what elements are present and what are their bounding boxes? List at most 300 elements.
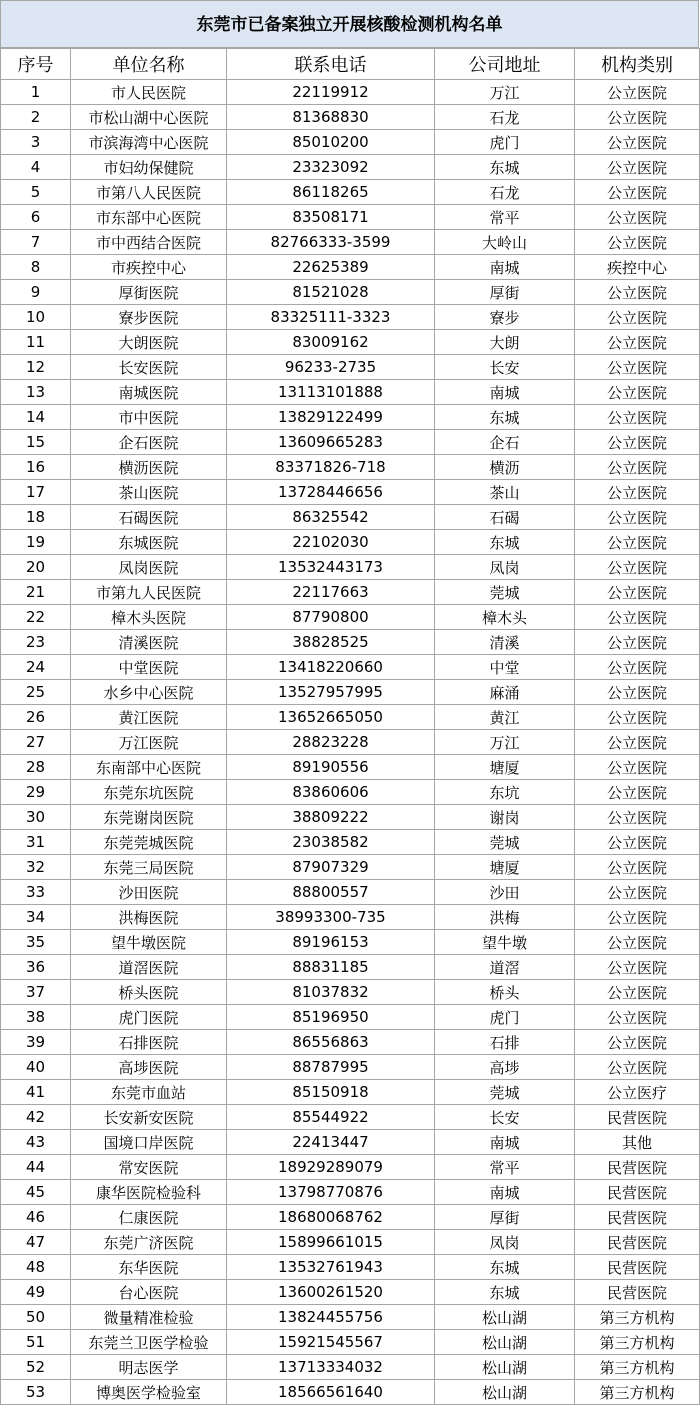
cell-phone: 87907329 xyxy=(227,855,435,880)
cell-unit-name: 市中医院 xyxy=(71,405,227,430)
cell-address: 东城 xyxy=(435,405,575,430)
cell-index: 37 xyxy=(1,980,71,1005)
table-row xyxy=(1,355,700,380)
cell-index: 30 xyxy=(1,805,71,830)
cell-address: 莞城 xyxy=(435,1080,575,1105)
cell-unit-name: 东城医院 xyxy=(71,530,227,555)
cell-address: 塘厦 xyxy=(435,855,575,880)
cell-phone: 82766333-3599 xyxy=(227,230,435,255)
cell-category: 公立医院 xyxy=(575,205,700,230)
table-row xyxy=(1,105,700,130)
cell-unit-name: 市中西结合医院 xyxy=(71,230,227,255)
cell-category: 公立医院 xyxy=(575,330,700,355)
cell-phone: 88800557 xyxy=(227,880,435,905)
cell-address: 石碣 xyxy=(435,505,575,530)
table-row xyxy=(1,1355,700,1380)
cell-category: 第三方机构 xyxy=(575,1305,700,1330)
cell-phone: 13532443173 xyxy=(227,555,435,580)
table-row xyxy=(1,480,700,505)
cell-category: 公立医院 xyxy=(575,930,700,955)
table-row xyxy=(1,1030,700,1055)
cell-address: 长安 xyxy=(435,1105,575,1130)
cell-phone: 23323092 xyxy=(227,155,435,180)
cell-unit-name: 凤岗医院 xyxy=(71,555,227,580)
cell-phone: 81037832 xyxy=(227,980,435,1005)
cell-index: 7 xyxy=(1,230,71,255)
cell-address: 厚街 xyxy=(435,280,575,305)
cell-address: 南城 xyxy=(435,1180,575,1205)
cell-category: 其他 xyxy=(575,1130,700,1155)
cell-unit-name: 东莞广济医院 xyxy=(71,1230,227,1255)
table-row xyxy=(1,205,700,230)
cell-index: 27 xyxy=(1,730,71,755)
cell-unit-name: 企石医院 xyxy=(71,430,227,455)
cell-unit-name: 中堂医院 xyxy=(71,655,227,680)
table-row xyxy=(1,80,700,105)
cell-phone: 13824455756 xyxy=(227,1305,435,1330)
cell-address: 常平 xyxy=(435,205,575,230)
cell-unit-name: 万江医院 xyxy=(71,730,227,755)
cell-unit-name: 东莞三局医院 xyxy=(71,855,227,880)
table-row xyxy=(1,505,700,530)
cell-phone: 23038582 xyxy=(227,830,435,855)
cell-category: 第三方机构 xyxy=(575,1355,700,1380)
cell-unit-name: 长安医院 xyxy=(71,355,227,380)
cell-unit-name: 大朗医院 xyxy=(71,330,227,355)
table-row xyxy=(1,855,700,880)
cell-phone: 38993300-735 xyxy=(227,905,435,930)
cell-phone: 83371826-718 xyxy=(227,455,435,480)
cell-phone: 18929289079 xyxy=(227,1155,435,1180)
cell-phone: 85010200 xyxy=(227,130,435,155)
cell-unit-name: 市疾控中心 xyxy=(71,255,227,280)
cell-index: 53 xyxy=(1,1380,71,1405)
cell-index: 38 xyxy=(1,1005,71,1030)
cell-category: 公立医院 xyxy=(575,305,700,330)
cell-address: 麻涌 xyxy=(435,680,575,705)
cell-unit-name: 厚街医院 xyxy=(71,280,227,305)
table-row xyxy=(1,705,700,730)
table-row xyxy=(1,980,700,1005)
cell-address: 东城 xyxy=(435,155,575,180)
cell-address: 东城 xyxy=(435,1280,575,1305)
cell-category: 公立医院 xyxy=(575,105,700,130)
cell-address: 谢岗 xyxy=(435,805,575,830)
table-row xyxy=(1,580,700,605)
cell-address: 莞城 xyxy=(435,580,575,605)
cell-unit-name: 市人民医院 xyxy=(71,80,227,105)
cell-unit-name: 长安新安医院 xyxy=(71,1105,227,1130)
cell-address: 石龙 xyxy=(435,105,575,130)
cell-category: 公立医院 xyxy=(575,655,700,680)
cell-category: 公立医院 xyxy=(575,80,700,105)
cell-address: 万江 xyxy=(435,80,575,105)
cell-address: 松山湖 xyxy=(435,1355,575,1380)
cell-address: 寮步 xyxy=(435,305,575,330)
cell-phone: 86556863 xyxy=(227,1030,435,1055)
table-row xyxy=(1,530,700,555)
cell-address: 樟木头 xyxy=(435,605,575,630)
cell-address: 虎门 xyxy=(435,1005,575,1030)
cell-index: 24 xyxy=(1,655,71,680)
cell-phone: 38828525 xyxy=(227,630,435,655)
cell-index: 4 xyxy=(1,155,71,180)
cell-category: 公立医院 xyxy=(575,530,700,555)
cell-address: 大岭山 xyxy=(435,230,575,255)
cell-phone: 87790800 xyxy=(227,605,435,630)
cell-index: 13 xyxy=(1,380,71,405)
cell-address: 黄江 xyxy=(435,705,575,730)
cell-index: 41 xyxy=(1,1080,71,1105)
table-row xyxy=(1,755,700,780)
cell-unit-name: 东南部中心医院 xyxy=(71,755,227,780)
cell-unit-name: 东莞市血站 xyxy=(71,1080,227,1105)
table-row xyxy=(1,655,700,680)
cell-unit-name: 道滘医院 xyxy=(71,955,227,980)
cell-category: 公立医院 xyxy=(575,130,700,155)
cell-index: 9 xyxy=(1,280,71,305)
table-row xyxy=(1,805,700,830)
cell-category: 公立医院 xyxy=(575,830,700,855)
cell-address: 松山湖 xyxy=(435,1380,575,1405)
table-row xyxy=(1,455,700,480)
cell-index: 2 xyxy=(1,105,71,130)
header-category: 机构类别 xyxy=(575,49,700,80)
cell-phone: 13600261520 xyxy=(227,1280,435,1305)
cell-index: 21 xyxy=(1,580,71,605)
table-row xyxy=(1,955,700,980)
cell-unit-name: 樟木头医院 xyxy=(71,605,227,630)
cell-address: 凤岗 xyxy=(435,555,575,580)
cell-category: 公立医院 xyxy=(575,180,700,205)
cell-address: 厚街 xyxy=(435,1205,575,1230)
cell-phone: 13609665283 xyxy=(227,430,435,455)
table-row xyxy=(1,1330,700,1355)
cell-address: 企石 xyxy=(435,430,575,455)
cell-index: 20 xyxy=(1,555,71,580)
cell-category: 公立医院 xyxy=(575,355,700,380)
cell-address: 塘厦 xyxy=(435,755,575,780)
cell-unit-name: 市滨海湾中心医院 xyxy=(71,130,227,155)
cell-phone: 15899661015 xyxy=(227,1230,435,1255)
cell-category: 公立医院 xyxy=(575,705,700,730)
cell-address: 望牛墩 xyxy=(435,930,575,955)
table-row xyxy=(1,905,700,930)
cell-category: 公立医院 xyxy=(575,230,700,255)
cell-category: 公立医院 xyxy=(575,480,700,505)
header-index: 序号 xyxy=(1,49,71,80)
cell-address: 中堂 xyxy=(435,655,575,680)
cell-address: 东城 xyxy=(435,530,575,555)
cell-unit-name: 市第八人民医院 xyxy=(71,180,227,205)
cell-address: 道滘 xyxy=(435,955,575,980)
cell-category: 民营医院 xyxy=(575,1230,700,1255)
cell-unit-name: 市东部中心医院 xyxy=(71,205,227,230)
cell-index: 18 xyxy=(1,505,71,530)
cell-unit-name: 博奥医学检验室 xyxy=(71,1380,227,1405)
cell-unit-name: 东莞谢岗医院 xyxy=(71,805,227,830)
cell-unit-name: 清溪医院 xyxy=(71,630,227,655)
table-row xyxy=(1,1080,700,1105)
cell-category: 民营医院 xyxy=(575,1155,700,1180)
cell-category: 疾控中心 xyxy=(575,255,700,280)
cell-phone: 81368830 xyxy=(227,105,435,130)
cell-index: 8 xyxy=(1,255,71,280)
cell-address: 常平 xyxy=(435,1155,575,1180)
cell-unit-name: 市第九人民医院 xyxy=(71,580,227,605)
cell-address: 石排 xyxy=(435,1030,575,1055)
table-row xyxy=(1,405,700,430)
cell-category: 公立医院 xyxy=(575,805,700,830)
cell-address: 桥头 xyxy=(435,980,575,1005)
cell-address: 沙田 xyxy=(435,880,575,905)
cell-unit-name: 东华医院 xyxy=(71,1255,227,1280)
cell-address: 松山湖 xyxy=(435,1330,575,1355)
table-row xyxy=(1,1005,700,1030)
cell-address: 茶山 xyxy=(435,480,575,505)
cell-category: 公立医院 xyxy=(575,1030,700,1055)
cell-phone: 18680068762 xyxy=(227,1205,435,1230)
cell-index: 1 xyxy=(1,80,71,105)
cell-index: 23 xyxy=(1,630,71,655)
cell-unit-name: 东莞莞城医院 xyxy=(71,830,227,855)
cell-index: 49 xyxy=(1,1280,71,1305)
cell-unit-name: 石碣医院 xyxy=(71,505,227,530)
cell-unit-name: 仁康医院 xyxy=(71,1205,227,1230)
cell-index: 26 xyxy=(1,705,71,730)
cell-phone: 38809222 xyxy=(227,805,435,830)
cell-category: 公立医院 xyxy=(575,1005,700,1030)
cell-phone: 22102030 xyxy=(227,530,435,555)
table-row xyxy=(1,1130,700,1155)
cell-index: 14 xyxy=(1,405,71,430)
cell-category: 公立医院 xyxy=(575,630,700,655)
cell-phone: 13418220660 xyxy=(227,655,435,680)
cell-phone: 86325542 xyxy=(227,505,435,530)
cell-phone: 85544922 xyxy=(227,1105,435,1130)
cell-unit-name: 市松山湖中心医院 xyxy=(71,105,227,130)
cell-phone: 96233-2735 xyxy=(227,355,435,380)
table-row xyxy=(1,780,700,805)
cell-category: 公立医院 xyxy=(575,905,700,930)
cell-address: 长安 xyxy=(435,355,575,380)
cell-address: 东坑 xyxy=(435,780,575,805)
cell-address: 东城 xyxy=(435,1255,575,1280)
cell-phone: 88787995 xyxy=(227,1055,435,1080)
cell-phone: 83508171 xyxy=(227,205,435,230)
table-header-row xyxy=(1,49,700,80)
cell-unit-name: 国境口岸医院 xyxy=(71,1130,227,1155)
table-row xyxy=(1,605,700,630)
cell-address: 凤岗 xyxy=(435,1230,575,1255)
table-row xyxy=(1,630,700,655)
cell-index: 43 xyxy=(1,1130,71,1155)
cell-phone: 22413447 xyxy=(227,1130,435,1155)
document-title: 东莞市已备案独立开展核酸检测机构名单 xyxy=(0,0,699,48)
cell-category: 公立医院 xyxy=(575,505,700,530)
cell-address: 石龙 xyxy=(435,180,575,205)
cell-unit-name: 微量精准检验 xyxy=(71,1305,227,1330)
cell-index: 34 xyxy=(1,905,71,930)
table-row xyxy=(1,1155,700,1180)
table-row xyxy=(1,155,700,180)
cell-index: 3 xyxy=(1,130,71,155)
cell-phone: 85196950 xyxy=(227,1005,435,1030)
cell-category: 公立医院 xyxy=(575,555,700,580)
cell-category: 公立医院 xyxy=(575,730,700,755)
table-row xyxy=(1,330,700,355)
cell-index: 29 xyxy=(1,780,71,805)
cell-index: 32 xyxy=(1,855,71,880)
cell-address: 莞城 xyxy=(435,830,575,855)
cell-index: 17 xyxy=(1,480,71,505)
cell-category: 公立医疗 xyxy=(575,1080,700,1105)
cell-category: 公立医院 xyxy=(575,380,700,405)
cell-category: 公立医院 xyxy=(575,880,700,905)
table-row xyxy=(1,555,700,580)
cell-phone: 83325111-3323 xyxy=(227,305,435,330)
cell-address: 松山湖 xyxy=(435,1305,575,1330)
cell-index: 5 xyxy=(1,180,71,205)
cell-phone: 88831185 xyxy=(227,955,435,980)
cell-phone: 13798770876 xyxy=(227,1180,435,1205)
header-unit-name: 单位名称 xyxy=(71,49,227,80)
cell-unit-name: 常安医院 xyxy=(71,1155,227,1180)
institution-table xyxy=(0,48,700,1405)
cell-unit-name: 桥头医院 xyxy=(71,980,227,1005)
cell-unit-name: 康华医院检验科 xyxy=(71,1180,227,1205)
cell-unit-name: 东莞兰卫医学检验 xyxy=(71,1330,227,1355)
cell-category: 公立医院 xyxy=(575,955,700,980)
cell-phone: 28823228 xyxy=(227,730,435,755)
cell-index: 36 xyxy=(1,955,71,980)
cell-index: 11 xyxy=(1,330,71,355)
table-row xyxy=(1,130,700,155)
table-row xyxy=(1,1205,700,1230)
cell-unit-name: 高埗医院 xyxy=(71,1055,227,1080)
cell-index: 44 xyxy=(1,1155,71,1180)
cell-phone: 22117663 xyxy=(227,580,435,605)
cell-unit-name: 南城医院 xyxy=(71,380,227,405)
cell-index: 42 xyxy=(1,1105,71,1130)
cell-unit-name: 台心医院 xyxy=(71,1280,227,1305)
cell-unit-name: 水乡中心医院 xyxy=(71,680,227,705)
cell-index: 33 xyxy=(1,880,71,905)
cell-unit-name: 横沥医院 xyxy=(71,455,227,480)
cell-index: 22 xyxy=(1,605,71,630)
cell-index: 10 xyxy=(1,305,71,330)
cell-unit-name: 黄江医院 xyxy=(71,705,227,730)
cell-phone: 13829122499 xyxy=(227,405,435,430)
cell-address: 虎门 xyxy=(435,130,575,155)
cell-unit-name: 茶山医院 xyxy=(71,480,227,505)
table-row xyxy=(1,1180,700,1205)
cell-category: 公立医院 xyxy=(575,455,700,480)
cell-category: 公立医院 xyxy=(575,780,700,805)
cell-category: 公立医院 xyxy=(575,680,700,705)
table-row xyxy=(1,180,700,205)
cell-index: 12 xyxy=(1,355,71,380)
cell-phone: 83860606 xyxy=(227,780,435,805)
cell-index: 16 xyxy=(1,455,71,480)
cell-index: 35 xyxy=(1,930,71,955)
cell-unit-name: 东莞东坑医院 xyxy=(71,780,227,805)
cell-index: 28 xyxy=(1,755,71,780)
table-row xyxy=(1,1280,700,1305)
cell-phone: 13713334032 xyxy=(227,1355,435,1380)
cell-index: 45 xyxy=(1,1180,71,1205)
cell-unit-name: 洪梅医院 xyxy=(71,905,227,930)
table-row xyxy=(1,880,700,905)
cell-index: 19 xyxy=(1,530,71,555)
cell-category: 公立医院 xyxy=(575,605,700,630)
cell-phone: 89196153 xyxy=(227,930,435,955)
cell-index: 25 xyxy=(1,680,71,705)
cell-phone: 81521028 xyxy=(227,280,435,305)
cell-phone: 85150918 xyxy=(227,1080,435,1105)
cell-index: 46 xyxy=(1,1205,71,1230)
cell-unit-name: 石排医院 xyxy=(71,1030,227,1055)
cell-category: 民营医院 xyxy=(575,1180,700,1205)
cell-unit-name: 虎门医院 xyxy=(71,1005,227,1030)
table-row xyxy=(1,305,700,330)
cell-category: 民营医院 xyxy=(575,1105,700,1130)
table-row xyxy=(1,430,700,455)
cell-category: 公立医院 xyxy=(575,405,700,430)
cell-address: 高埗 xyxy=(435,1055,575,1080)
cell-index: 52 xyxy=(1,1355,71,1380)
cell-category: 第三方机构 xyxy=(575,1330,700,1355)
table-row xyxy=(1,1230,700,1255)
cell-index: 50 xyxy=(1,1305,71,1330)
table-row xyxy=(1,1255,700,1280)
table-row xyxy=(1,280,700,305)
cell-address: 清溪 xyxy=(435,630,575,655)
cell-index: 51 xyxy=(1,1330,71,1355)
cell-phone: 13728446656 xyxy=(227,480,435,505)
cell-address: 南城 xyxy=(435,380,575,405)
cell-phone: 18566561640 xyxy=(227,1380,435,1405)
cell-phone: 22119912 xyxy=(227,80,435,105)
cell-address: 洪梅 xyxy=(435,905,575,930)
cell-index: 31 xyxy=(1,830,71,855)
cell-phone: 15921545567 xyxy=(227,1330,435,1355)
cell-unit-name: 望牛墩医院 xyxy=(71,930,227,955)
cell-unit-name: 市妇幼保健院 xyxy=(71,155,227,180)
cell-phone: 13532761943 xyxy=(227,1255,435,1280)
table-row xyxy=(1,1055,700,1080)
cell-index: 15 xyxy=(1,430,71,455)
cell-unit-name: 沙田医院 xyxy=(71,880,227,905)
cell-phone: 22625389 xyxy=(227,255,435,280)
cell-index: 47 xyxy=(1,1230,71,1255)
table-row xyxy=(1,680,700,705)
table-row xyxy=(1,830,700,855)
cell-index: 39 xyxy=(1,1030,71,1055)
cell-category: 民营医院 xyxy=(575,1205,700,1230)
cell-category: 公立医院 xyxy=(575,280,700,305)
cell-category: 公立医院 xyxy=(575,755,700,780)
cell-address: 大朗 xyxy=(435,330,575,355)
cell-phone: 86118265 xyxy=(227,180,435,205)
cell-category: 公立医院 xyxy=(575,580,700,605)
cell-phone: 83009162 xyxy=(227,330,435,355)
cell-phone: 13652665050 xyxy=(227,705,435,730)
cell-category: 民营医院 xyxy=(575,1255,700,1280)
cell-category: 公立医院 xyxy=(575,155,700,180)
cell-index: 48 xyxy=(1,1255,71,1280)
table-row xyxy=(1,1380,700,1405)
